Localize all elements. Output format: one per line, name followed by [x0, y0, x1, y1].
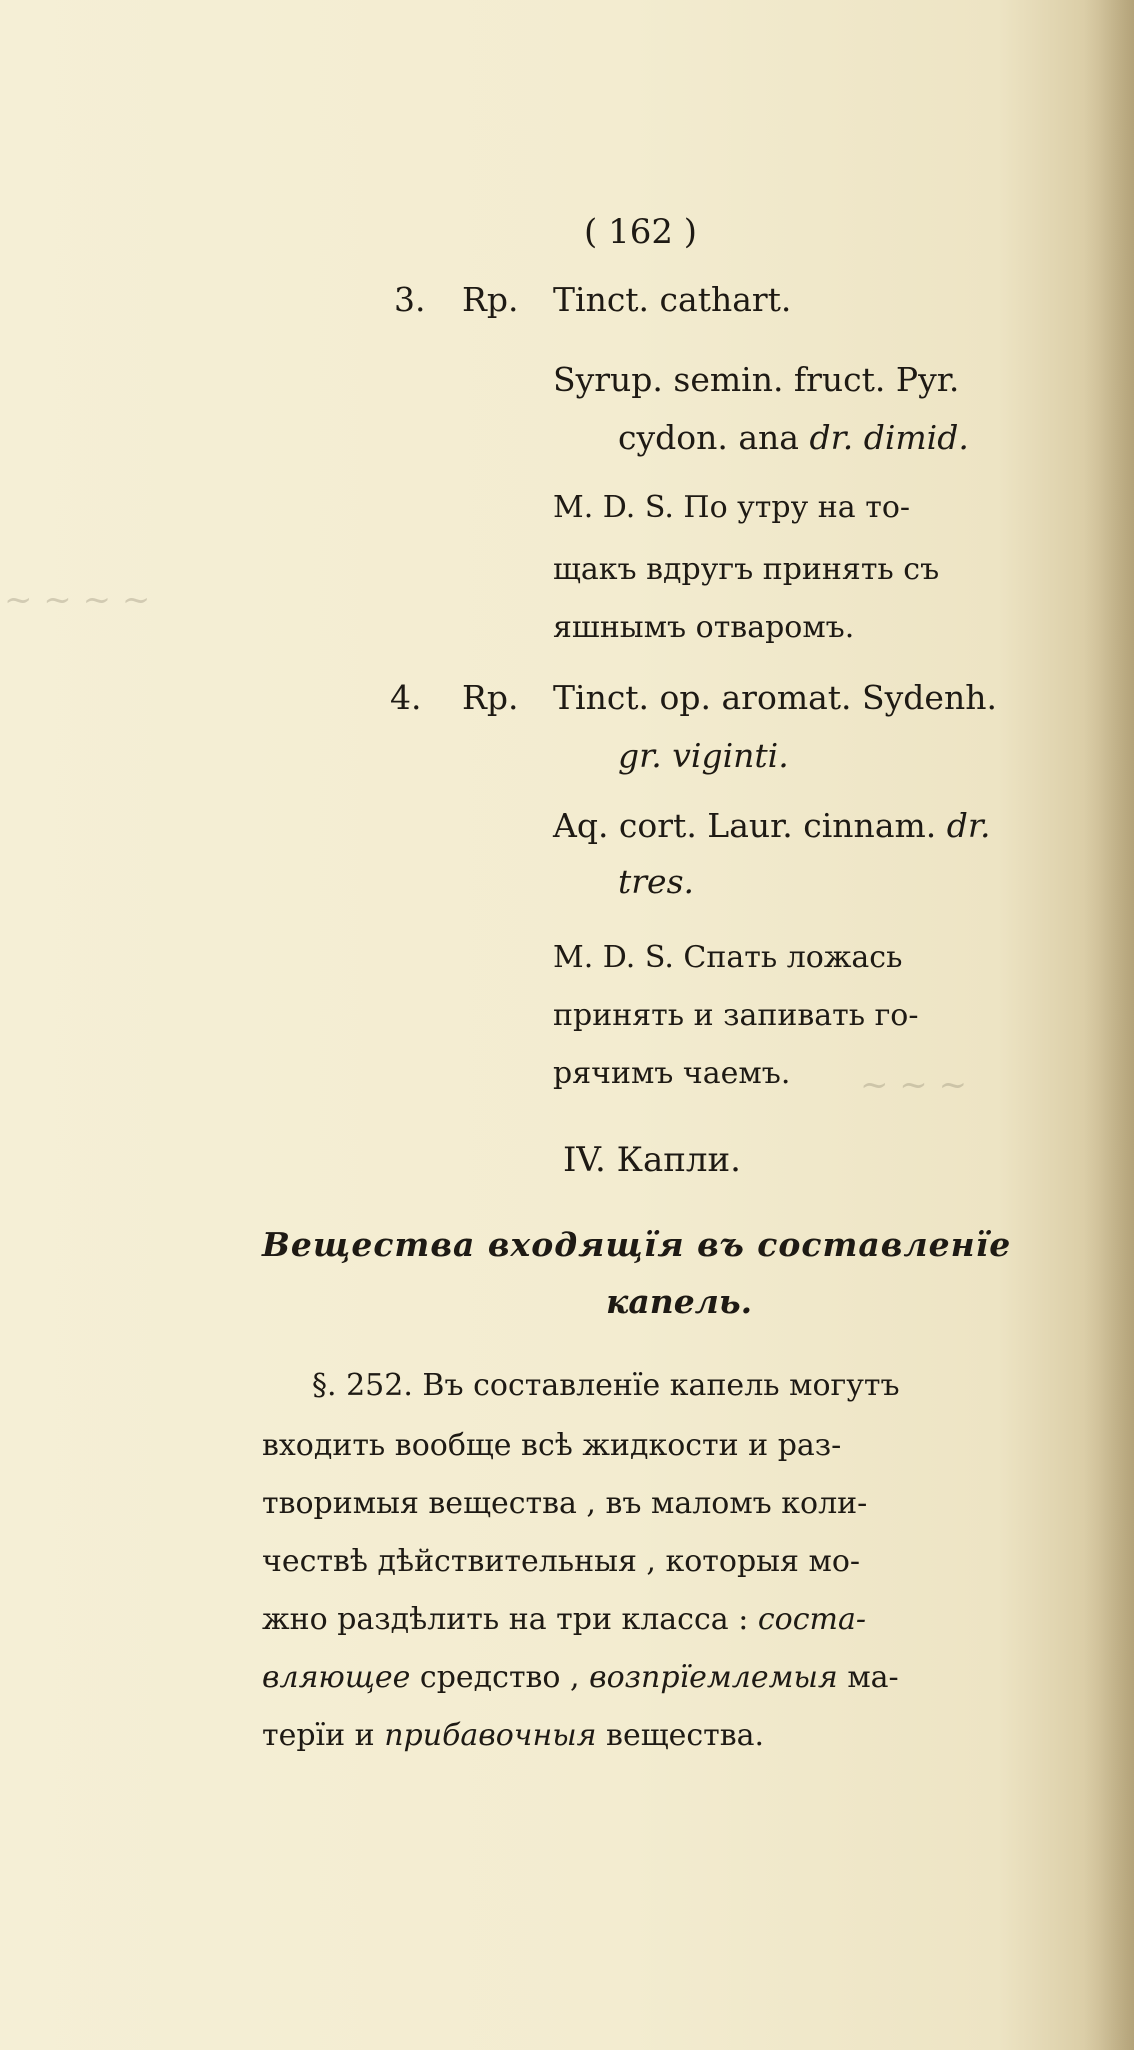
dosage-text: tres. [618, 862, 694, 901]
prescription-line: Tinct. op. aromat. Sydenh. [553, 678, 997, 717]
signature-line: яшнымъ отваромъ. [553, 610, 855, 645]
section-heading: IV. Капли. [563, 1140, 741, 1180]
paragraph-line: входить вообще всѣ жидкости и раз- [262, 1428, 842, 1463]
subheading: Вещества входящїя въ составленїе [262, 1225, 1012, 1264]
emphasis-text: соста- [757, 1602, 866, 1637]
signature-line: щакъ вдругъ принять съ [553, 552, 940, 587]
prescription-number: 3. [394, 280, 426, 319]
dosage-text: dr. dimid. [809, 418, 969, 457]
paragraph-text: терїи и [262, 1718, 385, 1753]
prescription-line: Tinct. cathart. [553, 280, 792, 319]
prescription-line [618, 418, 969, 458]
paragraph-line [262, 1716, 764, 1756]
bleed-through-mark: ~ ~ ~ [860, 1065, 968, 1105]
prescription-text: Aq. cort. Laur. cinnam. [553, 806, 947, 845]
paragraph-text: средство , [410, 1660, 590, 1695]
dosage-text: dr. [946, 806, 991, 845]
paragraph-text: ма- [837, 1660, 899, 1695]
paragraph-line [262, 1658, 899, 1698]
bleed-through-mark: ~ ~ ~ ~ [4, 580, 151, 620]
paragraph-line: творимыя вещества , въ маломъ коли- [262, 1486, 868, 1521]
recipe-sign: Rp. [462, 678, 519, 717]
emphasis-text: прибавочныя [384, 1718, 597, 1753]
signature-line: M. D. S. По утру на то- [553, 490, 911, 525]
paragraph-text: вещества. [596, 1718, 765, 1753]
page-number: ( 162 ) [584, 212, 698, 252]
emphasis-text: вляющее [262, 1660, 411, 1695]
dosage-text: gr. viginti. [618, 736, 789, 775]
paragraph-text: жно раздѣлить на три класса : [262, 1602, 758, 1637]
page-edge-shadow [1084, 0, 1134, 2050]
prescription-line [553, 806, 991, 846]
paragraph-line: §. 252. Въ составленїе капель могутъ [312, 1368, 900, 1403]
signature-line: рячимъ чаемъ. [553, 1056, 791, 1091]
prescription-number: 4. [390, 678, 422, 717]
subheading: капель. [606, 1282, 753, 1321]
signature-line: M. D. S. Спать ложась [553, 940, 903, 975]
emphasis-text: возпрїемлемыя [589, 1660, 838, 1695]
prescription-text: cydon. ana [618, 418, 810, 457]
signature-line: принять и запивать го- [553, 998, 919, 1033]
recipe-sign: Rp. [462, 280, 519, 319]
paragraph-line [262, 1600, 866, 1640]
paragraph-line: чествѣ дѣйствительныя , которыя мо- [262, 1544, 861, 1579]
prescription-line: Syrup. semin. fruct. Pyr. [553, 360, 960, 399]
